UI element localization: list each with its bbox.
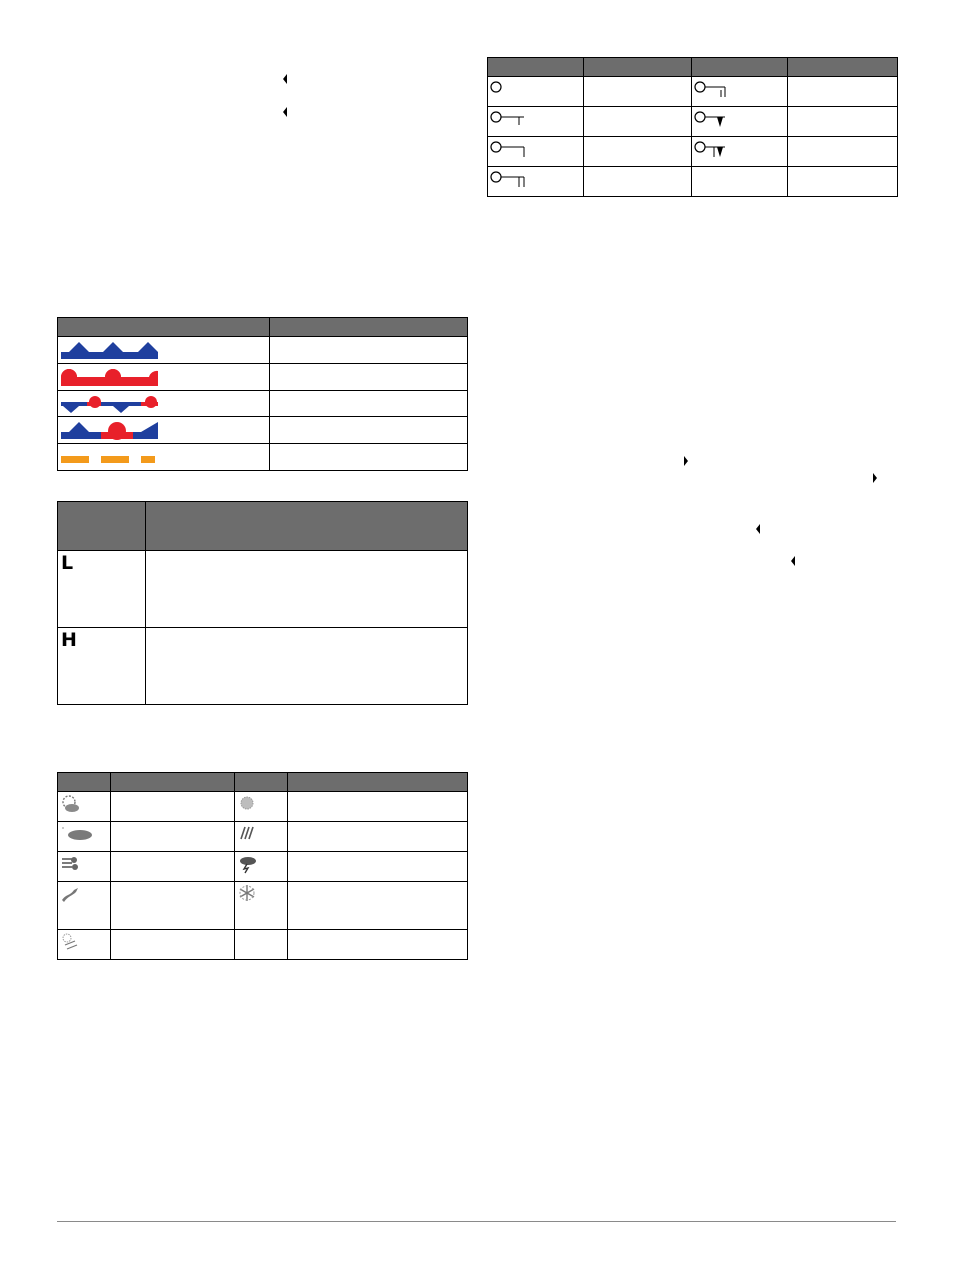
thunderstorm-icon bbox=[235, 852, 288, 882]
right-arrow-icon bbox=[873, 473, 877, 483]
occluded-front-icon bbox=[58, 391, 270, 417]
trough-icon bbox=[58, 444, 270, 471]
table-header-cell bbox=[235, 773, 288, 792]
smoke-icon bbox=[58, 882, 111, 930]
table-header-cell bbox=[288, 773, 468, 792]
weather-conditions-table bbox=[57, 772, 468, 960]
table-header-cell bbox=[692, 58, 788, 77]
wind-flag-60-icon bbox=[692, 137, 788, 167]
right-arrow-icon bbox=[684, 456, 688, 466]
windy-icon bbox=[58, 852, 111, 882]
wind-barb-20-icon bbox=[488, 167, 584, 197]
table-header-cell bbox=[488, 58, 584, 77]
snow-icon bbox=[235, 882, 288, 930]
warm-front-icon bbox=[58, 364, 270, 391]
table-header-cell bbox=[584, 58, 692, 77]
high-pressure-icon bbox=[58, 628, 146, 705]
wind-barb-5-icon bbox=[488, 107, 584, 137]
left-arrow-icon bbox=[283, 74, 287, 84]
left-arrow-icon bbox=[283, 107, 287, 117]
low-pressure-icon bbox=[58, 551, 146, 628]
stationary-front-icon bbox=[58, 417, 270, 444]
hazy-icon bbox=[58, 930, 111, 960]
table-header-cell bbox=[58, 502, 146, 551]
cold-front-icon bbox=[58, 337, 270, 364]
rain-icon bbox=[235, 822, 288, 852]
left-arrow-icon bbox=[756, 524, 760, 534]
table-header-cell bbox=[58, 773, 111, 792]
cloudy-icon bbox=[58, 822, 111, 852]
footer-rule bbox=[57, 1221, 896, 1222]
table-header-cell bbox=[58, 318, 270, 337]
table-header-cell bbox=[111, 773, 235, 792]
wind-barb-10-icon bbox=[692, 77, 788, 107]
high-pressure-symbol: H bbox=[61, 629, 77, 651]
weather-fronts-table bbox=[57, 317, 468, 471]
sunny-icon bbox=[235, 792, 288, 822]
left-arrow-icon bbox=[791, 556, 795, 566]
pressure-centers-table bbox=[57, 501, 468, 705]
wind-barb-15-icon bbox=[488, 137, 584, 167]
calm-wind-icon bbox=[488, 77, 584, 107]
wind-flag-50-icon bbox=[692, 107, 788, 137]
table-header-cell bbox=[270, 318, 468, 337]
partly-cloudy-icon bbox=[58, 792, 111, 822]
wind-barb-table bbox=[487, 57, 898, 197]
low-pressure-symbol: L bbox=[61, 552, 74, 574]
table-header-cell bbox=[146, 502, 468, 551]
table-header-cell bbox=[788, 58, 898, 77]
